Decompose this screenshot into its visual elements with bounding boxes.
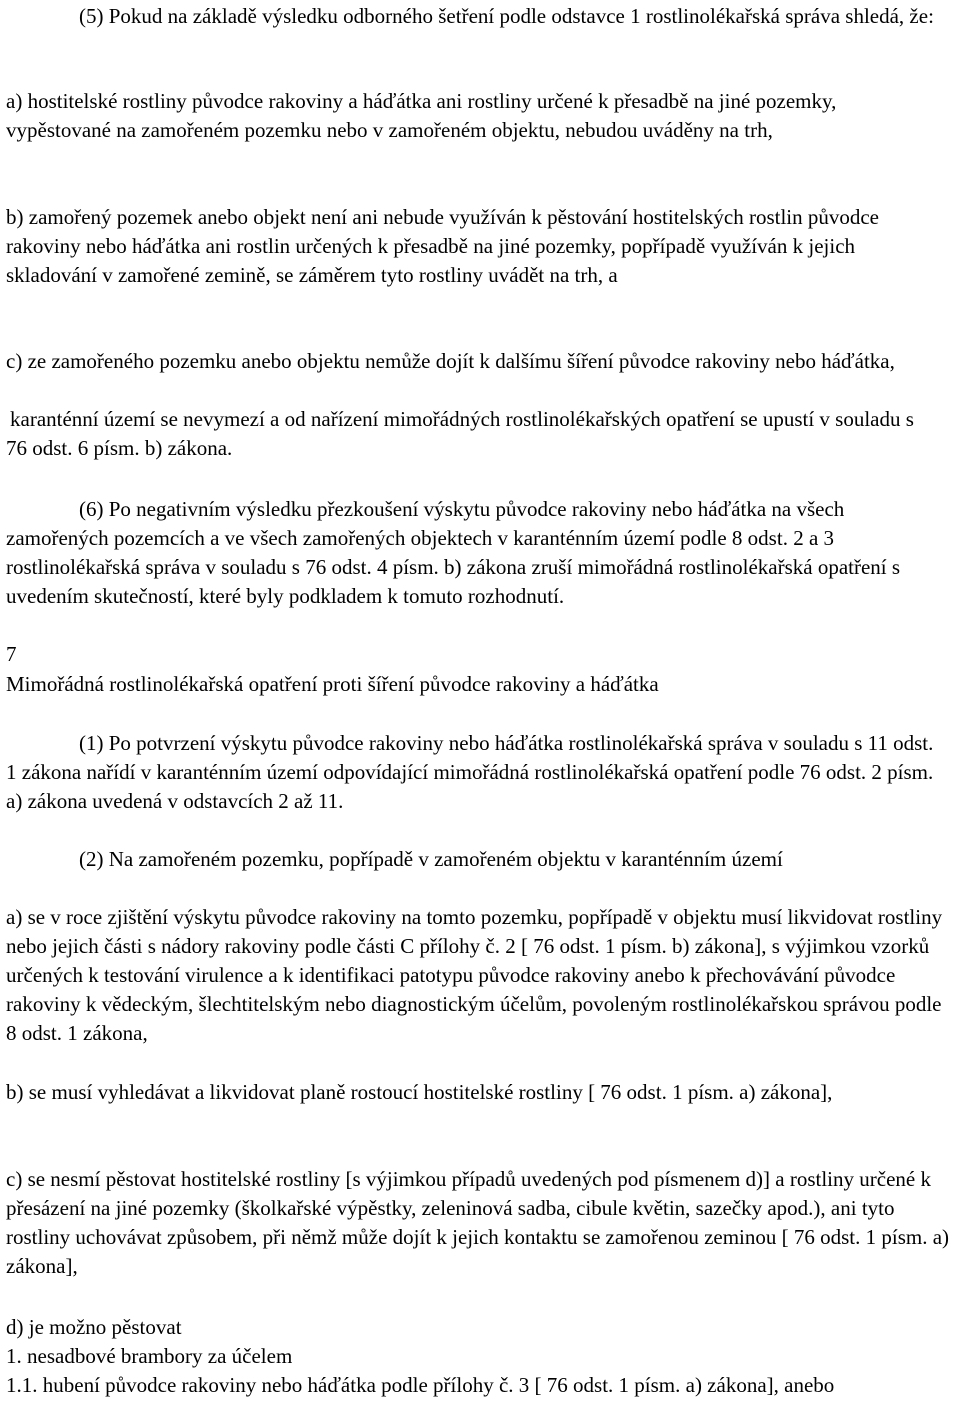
section-7-paragraph-2-item-c: c) se nesmí pěstovat hostitelské rostliny [s výjimkou případů uvedených pod písmenem d)] a rostliny určené k přesázení na jiné pozemky (školkařské výpěstky, zeleninová sadba, cibule květin, sazečky apod.), ani tyto rostliny uchovávat způsobem, při němž může dojít k jejich kontaktu se zamořenou zeminou [ 76 odst. 1 písm. a) zákona], — [6, 1167, 950, 1278]
section-7-paragraph-2-item-d-1: 1. nesadbové brambory za účelem — [6, 1344, 293, 1368]
section-7-paragraph-1: (1) Po potvrzení výskytu původce rakoviny nebo háďátka rostlinolékařská správa v souladu s 11 odst. 1 zákona nařídí v karanténním území odpovídající mimořádná rostlinolékařská opatření podle 76 odst. 2 písm. a) zákona uvedená v odstavcích 2 až 11. — [6, 731, 934, 813]
paragraph-5-intro: (5) Pokud na základě výsledku odborného šetření podle odstavce 1 rostlinolékařská správa shledá, že: — [79, 4, 934, 28]
section-7-paragraph-2: (2) Na zamořeném pozemku, popřípadě v zamořeném objektu v karanténním území — [79, 847, 783, 871]
section-7-paragraph-2-item-d: d) je možno pěstovat — [6, 1315, 182, 1339]
paragraph-5-conclusion: karanténní území se nevymezí a od nařízení mimořádných rostlinolékařských opatření se upustí v souladu s 76 odst. 6 písm. b) zákona. — [6, 407, 914, 460]
section-7-paragraph-2-item-d-1-1: 1.1. hubení původce rakoviny nebo háďátka podle přílohy č. 3 [ 76 odst. 1 písm. a) zákona], anebo — [6, 1373, 835, 1397]
paragraph-6: (6) Po negativním výsledku přezkoušení výskytu původce rakoviny nebo háďátka na všech zamořených pozemcích a ve všech zamořených objektech v karanténním území podle 8 odst. 2 a 3 rostlinolékařská správa v souladu s 76 odst. 4 písm. b) zákona zruší mimořádná rostlinolékařská opatření s uvedením skutečností, které byly podkladem k tomuto rozhodnutí. — [6, 497, 901, 608]
paragraph-5-item-c: c) ze zamořeného pozemku anebo objektu nemůže dojít k dalšímu šíření původce rakoviny nebo háďátka, — [6, 349, 895, 373]
paragraph-5-item-a: a) hostitelské rostliny původce rakoviny a háďátka ani rostliny určené k přesadbě na jiné pozemky, vypěstované na zamořeném pozemku nebo v zamořeném objektu, nebudou uváděny na trh, — [6, 89, 837, 142]
section-7-number: 7 — [6, 642, 17, 666]
section-7-paragraph-2-item-b: b) se musí vyhledávat a likvidovat planě rostoucí hostitelské rostliny [ 76 odst. 1 písm. a) zákona], — [6, 1080, 833, 1104]
section-7-paragraph-2-item-a: a) se v roce zjištění výskytu původce rakoviny na tomto pozemku, popřípadě v objektu musí likvidovat rostliny nebo jejich části s nádory rakoviny podle části C přílohy č. 2 [ 76 odst. 1 písm. b) zákona], s výjimkou vzorků určených k testování virulence a k identifikaci patotypu původce rakoviny anebo k přechovávání původce rakoviny k vědeckým, šlechtitelským nebo diagnostickým účelům, povoleným rostlinolékařskou správou podle 8 odst. 1 zákona, — [6, 905, 943, 1045]
section-7-title: Mimořádná rostlinolékařská opatření proti šíření původce rakoviny a háďátka — [6, 672, 659, 696]
paragraph-5-item-b: b) zamořený pozemek anebo objekt není ani nebude využíván k pěstování hostitelských rostlin původce rakoviny nebo háďátka ani rostlin určených k přesadbě na jiné pozemky, popřípadě využíván k jejich skladování v zamořené zemině, se záměrem tyto rostliny uvádět na trh, a — [6, 205, 880, 287]
